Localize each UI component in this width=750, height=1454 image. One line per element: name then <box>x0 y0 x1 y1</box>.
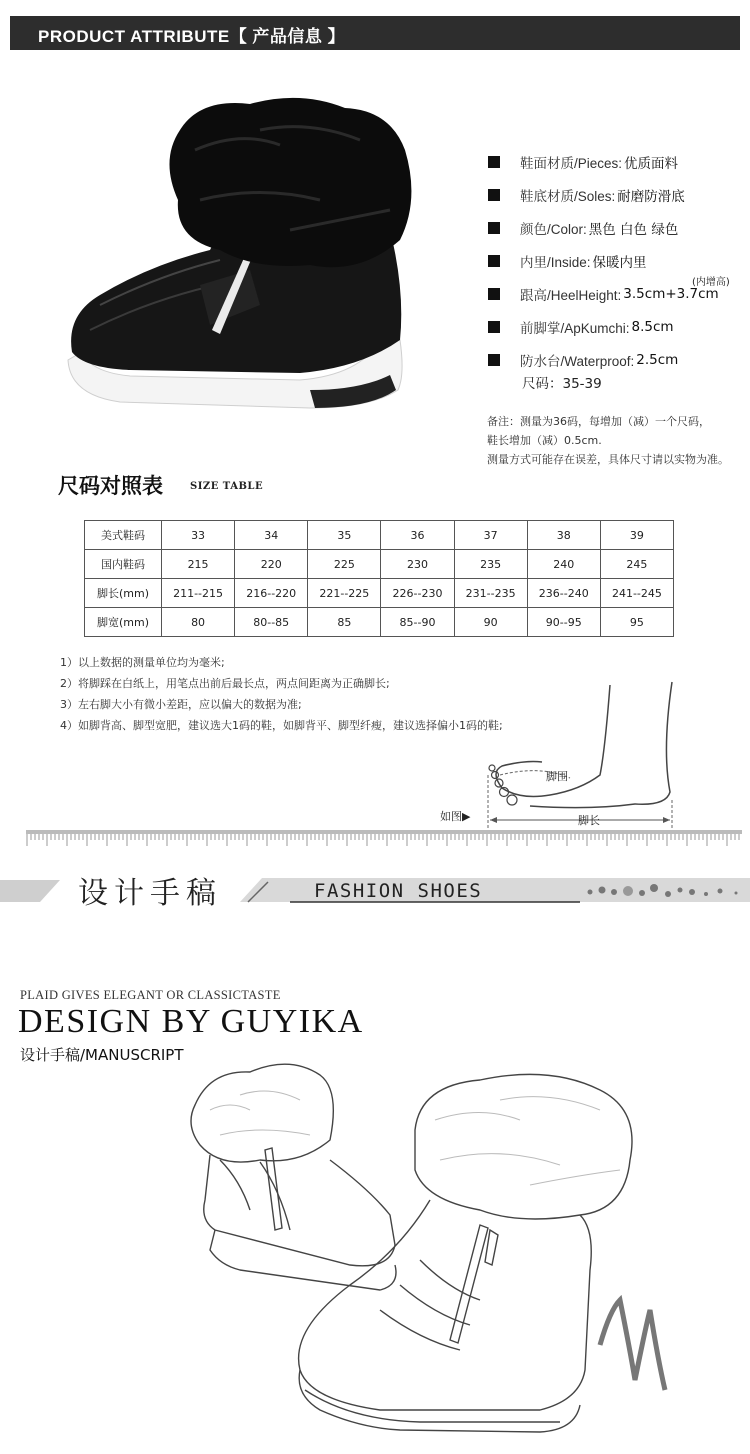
attribute-row-color <box>488 211 746 244</box>
foot-pointer-label: 如图▶ <box>440 810 471 823</box>
size-range: 尺码：35-39 <box>522 376 602 392</box>
attribute-row-apkumchi <box>488 310 746 343</box>
table-cell: 231--235 <box>454 579 527 608</box>
table-cell: 95 <box>600 608 673 637</box>
design-banner-title-cn: 设计手稿 <box>78 876 222 911</box>
table-cell: 241--245 <box>600 579 673 608</box>
foot-length-label: 脚长 <box>578 814 600 827</box>
bullet-square-icon <box>488 321 500 333</box>
size-table <box>84 520 674 637</box>
product-boot-image <box>60 90 420 420</box>
table-cell: 235 <box>454 550 527 579</box>
table-cell: 35 <box>308 521 381 550</box>
bullet-square-icon <box>488 354 500 366</box>
attribute-value: 优质面料 <box>624 155 679 172</box>
table-cell: 36 <box>381 521 454 550</box>
attribute-value: 耐磨防滑底 <box>617 188 685 205</box>
attribute-label: 内里/Inside: <box>520 254 591 270</box>
attribute-row-heel-height <box>488 277 746 310</box>
attribute-value: 保暖内里 <box>592 254 647 271</box>
table-cell: 230 <box>381 550 454 579</box>
boot-sketch-illustration <box>180 1050 700 1445</box>
design-tagline: PLAID GIVES ELEGANT OR CLASSICTASTE <box>20 988 281 1002</box>
table-row <box>85 579 674 608</box>
foot-girth-label: 脚围 <box>546 770 568 783</box>
design-headline: DESIGN BY GUYIKA <box>18 1003 364 1040</box>
attribute-label: 鞋面材质/Pieces: <box>520 155 623 171</box>
table-cell: 34 <box>235 521 308 550</box>
row-header: 国内鞋码 <box>85 550 162 579</box>
tip-line: 3）左右脚大小有微小差距，应以偏大的数据为准; <box>60 698 302 711</box>
remark-line: 备注：测量为36码，每增加（减）一个尺码， <box>487 415 710 428</box>
attribute-row-pieces <box>488 145 746 178</box>
bullet-square-icon <box>488 288 500 300</box>
table-cell: 226--230 <box>381 579 454 608</box>
manuscript-label: 设计手稿/MANUSCRIPT <box>20 1046 184 1064</box>
ruler-divider <box>26 830 742 848</box>
table-cell: 33 <box>162 521 235 550</box>
attribute-value: 8.5cm <box>631 318 674 335</box>
tip-line: 2）将脚踩在白纸上，用笔点出前后最长点，两点间距离为正确脚长; <box>60 677 390 690</box>
remark-line: 鞋长增加（减）0.5cm. <box>487 434 602 447</box>
table-cell: 38 <box>527 521 600 550</box>
table-cell: 90 <box>454 608 527 637</box>
attribute-label: 颜色/Color: <box>520 221 587 237</box>
table-cell: 245 <box>600 550 673 579</box>
table-cell: 236--240 <box>527 579 600 608</box>
table-cell: 225 <box>308 550 381 579</box>
attribute-label: 前脚掌/ApKumchi: <box>520 320 630 336</box>
bullet-square-icon <box>488 255 500 267</box>
foot-measure-diagram <box>430 680 690 840</box>
row-header: 脚宽(mm) <box>85 608 162 637</box>
table-cell: 211--215 <box>162 579 235 608</box>
table-cell: 216--220 <box>235 579 308 608</box>
table-cell: 80 <box>162 608 235 637</box>
table-row <box>85 521 674 550</box>
table-row <box>85 550 674 579</box>
attribute-list <box>488 145 746 376</box>
attribute-note: (内增高) <box>692 277 730 288</box>
table-cell: 85--90 <box>381 608 454 637</box>
table-cell: 221--225 <box>308 579 381 608</box>
section-header-title: PRODUCT ATTRIBUTE【 产品信息 】 <box>38 27 346 46</box>
tip-line: 1）以上数据的测量单位均为毫米; <box>60 656 225 669</box>
design-banner-title-en: FASHION SHOES <box>314 880 483 902</box>
row-header: 脚长(mm) <box>85 579 162 608</box>
remark-line: 测量方式可能存在误差，具体尺寸请以实物为准。 <box>487 453 729 466</box>
section-header-bar <box>10 16 740 50</box>
size-table-title: 尺码对照表 <box>58 473 163 498</box>
attribute-value: 3.5cm+3.7cm <box>623 285 719 302</box>
table-row <box>85 608 674 637</box>
size-table-subtitle: SIZE TABLE <box>190 481 264 492</box>
table-cell: 39 <box>600 521 673 550</box>
attribute-label: 鞋底材质/Soles: <box>520 188 616 204</box>
table-cell: 85 <box>308 608 381 637</box>
row-header: 美式鞋码 <box>85 521 162 550</box>
attribute-row-soles <box>488 178 746 211</box>
bullet-square-icon <box>488 222 500 234</box>
table-cell: 215 <box>162 550 235 579</box>
tip-line: 4）如脚背高、脚型宽肥，建议选大1码的鞋，如脚背平、脚型纤瘦，建议选择偏小1码的鞋; <box>60 719 503 732</box>
bullet-square-icon <box>488 189 500 201</box>
attribute-label: 跟高/HeelHeight: <box>520 287 622 303</box>
table-cell: 37 <box>454 521 527 550</box>
table-cell: 220 <box>235 550 308 579</box>
attribute-label: 防水台/Waterproof: <box>520 353 635 369</box>
attribute-value: 黑色 白色 绿色 <box>588 221 679 238</box>
table-cell: 240 <box>527 550 600 579</box>
bullet-square-icon <box>488 156 500 168</box>
table-cell: 80--85 <box>235 608 308 637</box>
remark-note <box>487 412 729 469</box>
table-cell: 90--95 <box>527 608 600 637</box>
attribute-value: 2.5cm <box>636 351 679 368</box>
